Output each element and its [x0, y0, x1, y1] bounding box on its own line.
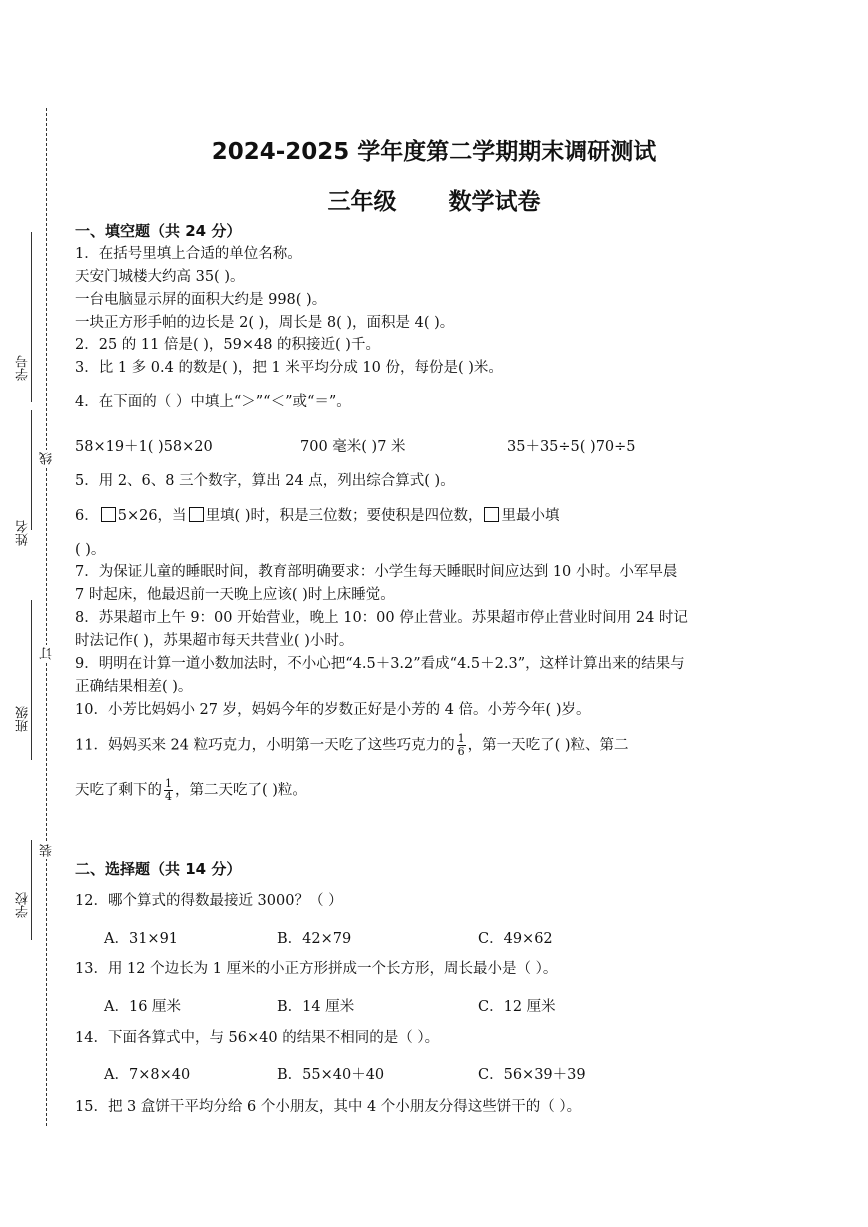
question-11b	[75, 778, 307, 803]
numerator: 1	[457, 732, 465, 745]
question-11a	[75, 733, 629, 758]
question-1a: 天安门城楼大约高 35( )。	[75, 269, 245, 285]
question-15: 15．把 3 盒饼干平均分给 6 个小朋友，其中 4 个小朋友分得这些饼干的（ ）。	[75, 1099, 582, 1115]
question-14: 14．下面各算式中，与 56×40 的结果不相同的是（ ）。	[75, 1030, 440, 1046]
q14-option-b: B．55×40＋40	[277, 1067, 385, 1083]
q12-option-c: C．49×62	[478, 931, 553, 947]
numerator: 1	[165, 777, 172, 790]
cut-line	[46, 108, 47, 1126]
student-no-label: 学号	[16, 355, 31, 381]
q11b-text-post: ，第二天吃了( )粒。	[175, 782, 307, 799]
question-1b: 一台电脑显示屏的面积大约是 998( )。	[75, 292, 327, 308]
exam-subtitle	[0, 183, 868, 216]
blank-box	[101, 507, 116, 522]
q13-option-c: C．12 厘米	[478, 999, 556, 1015]
mark-zhuang: 装	[40, 844, 55, 857]
question-4: 4．在下面的（ ）中填上“＞”“＜”或“＝”。	[75, 394, 351, 410]
question-8a: 8．苏果超市上午 9：00 开始营业，晚上 10：00 停止营业。苏果超市停止营业时间用 24 时记	[75, 610, 688, 626]
q11-text-post: ，第一天吃了( )粒、第二	[467, 737, 629, 754]
denominator: 6	[457, 745, 465, 758]
question-6	[75, 506, 559, 526]
name-line	[31, 410, 32, 530]
grade-label: 三年级	[327, 189, 397, 215]
question-4c: 35＋35÷5( )70÷5	[507, 439, 636, 455]
question-6-cont: ( )。	[75, 542, 106, 558]
fraction-one-sixth	[457, 733, 466, 758]
class-line	[31, 600, 32, 760]
q12-option-a: A．31×91	[104, 931, 179, 947]
fraction-one-quarter	[164, 778, 173, 803]
question-3: 3．比 1 多 0.4 的数是( )，把 1 米平均分成 10 份，每份是( )米。	[75, 360, 503, 376]
question-1c: 一块正方形手帕的边长是 2( )，周长是 8( )，面积是 4( )。	[75, 315, 455, 331]
question-9a: 9．明明在计算一道小数加法时，不小心把“4.5＋3.2”看成“4.5＋2.3”，这样计算出来的结果与	[75, 656, 685, 672]
question-12: 12．哪个算式的得数最接近 3000？（ ）	[75, 893, 343, 909]
question-1: 1．在括号里填上合适的单位名称。	[75, 246, 302, 262]
q14-option-c: C．56×39＋39	[478, 1067, 586, 1083]
q13-option-b: B．14 厘米	[277, 999, 355, 1015]
q6-num: 6．	[75, 508, 99, 524]
school-label: 学校	[16, 892, 31, 918]
q12-option-b: B．42×79	[277, 931, 352, 947]
denominator: 4	[165, 790, 172, 803]
question-7b: 7 时起床，他最迟前一天晚上应该( )时上床睡觉。	[75, 587, 395, 603]
q6-text-b: 5×26，当	[117, 508, 187, 524]
q11-text: 11．妈妈买来 24 粒巧克力，小明第一天吃了这些巧克力的	[75, 737, 455, 754]
mark-line: 线	[40, 452, 55, 465]
q13-option-a: A．16 厘米	[104, 999, 182, 1015]
question-8b: 时法记作( )，苏果超市每天共营业( )小时。	[75, 633, 354, 649]
question-10: 10．小芳比妈妈小 27 岁，妈妈今年的岁数正好是小芳的 4 倍。小芳今年( )岁。	[75, 702, 591, 718]
question-5: 5．用 2、6、8 三个数字，算出 24 点，列出综合算式( )。	[75, 473, 455, 489]
question-9b: 正确结果相差( )。	[75, 679, 193, 695]
section1-heading: 一、填空题（共 24 分）	[75, 222, 242, 240]
q6-text-c: 里填( )时，积是三位数；要使积是四位数，	[205, 508, 483, 524]
school-line	[31, 840, 32, 940]
q6-text-d: 里最小填	[501, 508, 560, 524]
question-7a: 7．为保证儿童的睡眠时间，教育部明确要求：小学生每天睡眠时间应达到 10 小时。小军早晨	[75, 564, 678, 580]
question-13: 13．用 12 个边长为 1 厘米的小正方形拼成一个长方形，周长最小是（ ）。	[75, 961, 558, 977]
blank-box	[484, 507, 499, 522]
name-label: 姓名	[16, 520, 31, 546]
class-label: 班级	[16, 706, 31, 732]
exam-title: 2024-2025 学年度第二学期期末调研测试	[211, 139, 657, 165]
question-4a: 58×19＋1( )58×20	[75, 439, 213, 455]
question-4b: 700 毫米( )7 米	[300, 439, 406, 455]
q14-option-a: A．7×8×40	[104, 1067, 191, 1083]
blank-box	[189, 507, 204, 522]
question-2: 2．25 的 11 倍是( )，59×48 的积接近( )千。	[75, 337, 380, 353]
q11b-text: 天吃了剩下的	[75, 782, 162, 799]
mark-ding: 订	[40, 647, 55, 660]
subject-label: 数学试卷	[448, 189, 541, 215]
section2-heading: 二、选择题（共 14 分）	[75, 860, 242, 878]
